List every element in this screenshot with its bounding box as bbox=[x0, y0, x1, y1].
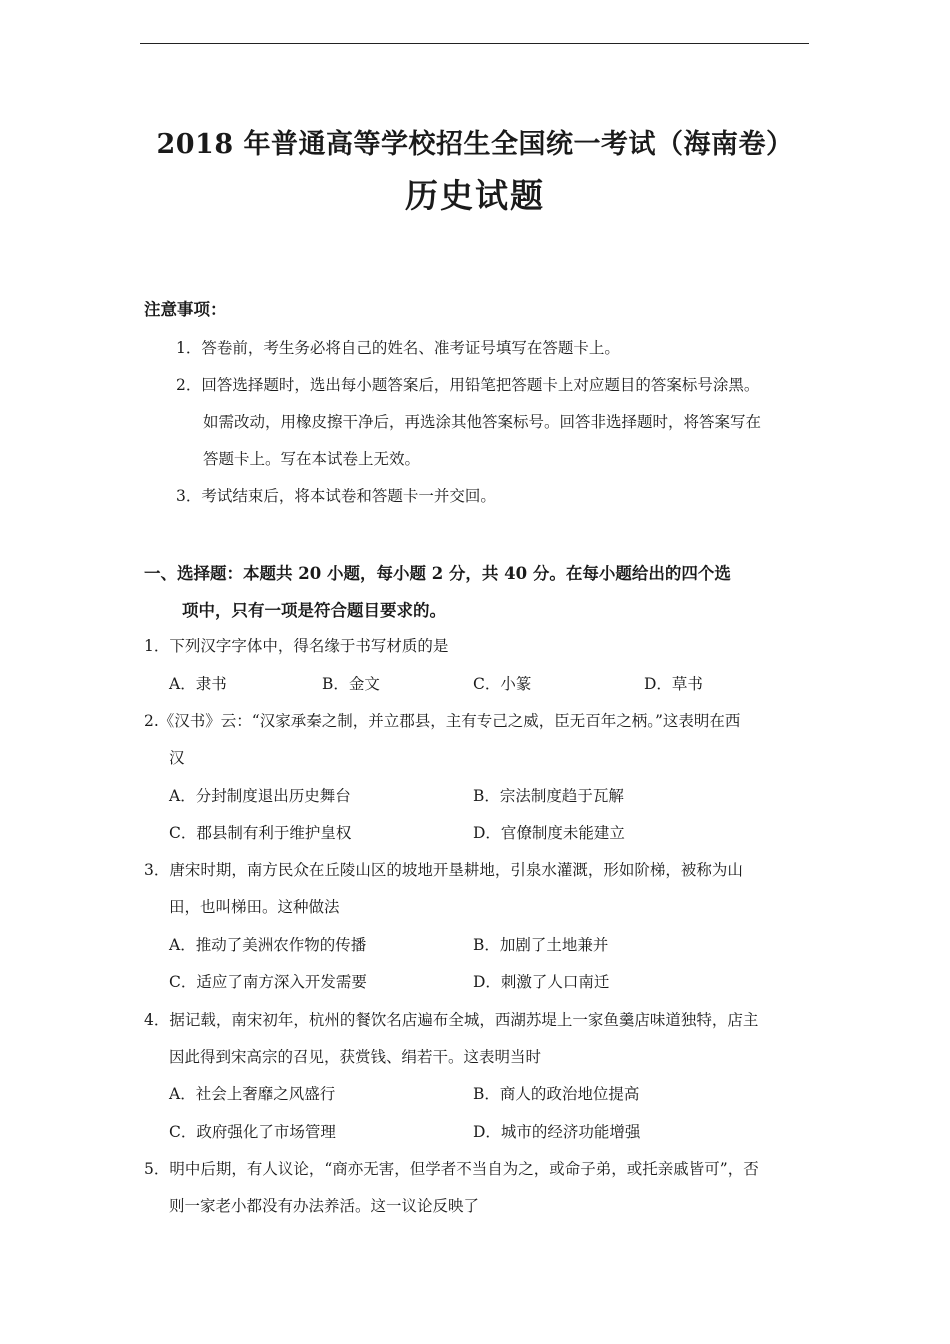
question-4-stem-line-2: 因此得到宋高宗的召见，获赏钱、绢若干。这表明当时 bbox=[169, 1048, 542, 1066]
question-1-stem: 1．下列汉字字体中，得名缘于书写材质的是 bbox=[144, 637, 449, 655]
exam-subtitle: 历史试题 bbox=[405, 176, 545, 215]
question-3-stem-line-2: 田，也叫梯田。这种做法 bbox=[169, 898, 340, 916]
section-heading-line-2: 项中，只有一项是符合题目要求的。 bbox=[182, 601, 446, 620]
exam-title: 2018 年普通高等学校招生全国统一考试（海南卷） bbox=[156, 129, 794, 160]
section-heading-line-1: 一、选择题：本题共 20 小题，每小题 2 分，共 40 分。在每小题给出的四个选 bbox=[144, 564, 731, 583]
question-4-option-b: B．商人的政治地位提高 bbox=[473, 1085, 640, 1103]
question-4-stem-line-1: 4．据记载，南宋初年，杭州的餐饮名店遍布全城，西湖苏堤上一家鱼羹店味道独特，店主 bbox=[144, 1011, 759, 1029]
question-1-option-c: C．小篆 bbox=[473, 675, 532, 693]
question-1-option-a: A．隶书 bbox=[169, 675, 227, 693]
question-2-option-b: B．宗法制度趋于瓦解 bbox=[473, 787, 624, 805]
question-1-option-b: B．金文 bbox=[322, 675, 380, 693]
question-4-option-c: C．政府强化了市场管理 bbox=[169, 1123, 336, 1141]
notice-heading: 注意事项： bbox=[144, 300, 227, 319]
header-rule bbox=[140, 43, 809, 44]
question-1-option-d: D．草书 bbox=[644, 675, 703, 693]
question-3-option-c: C．适应了南方深入开发需要 bbox=[169, 973, 367, 991]
question-5-stem-line-2: 则一家老小都没有办法养活。这一议论反映了 bbox=[169, 1197, 480, 1215]
question-4-option-a: A．社会上奢靡之风盛行 bbox=[169, 1085, 336, 1103]
notice-line-1: 1．答卷前，考生务必将自己的姓名、准考证号填写在答题卡上。 bbox=[176, 339, 620, 357]
question-4-option-d: D．城市的经济功能增强 bbox=[473, 1123, 641, 1141]
question-3-stem-line-1: 3．唐宋时期，南方民众在丘陵山区的坡地开垦耕地，引泉水灌溉，形如阶梯，被称为山 bbox=[144, 861, 743, 879]
question-2-option-c: C．郡县制有利于维护皇权 bbox=[169, 824, 352, 842]
question-3-option-d: D．刺激了人口南迁 bbox=[473, 973, 610, 991]
notice-line-5: 3．考试结束后，将本试卷和答题卡一并交回。 bbox=[176, 487, 496, 505]
question-2-stem-line-2: 汉 bbox=[169, 749, 185, 767]
question-2-option-d: D．官僚制度未能建立 bbox=[473, 824, 625, 842]
notice-line-4: 答题卡上。写在本试卷上无效。 bbox=[203, 450, 421, 468]
question-3-option-a: A．推动了美洲农作物的传播 bbox=[169, 936, 367, 954]
question-5-stem-line-1: 5．明中后期，有人议论，“商亦无害，但学者不当自为之，或命子弟，或托亲戚皆可”，否 bbox=[144, 1160, 759, 1178]
notice-line-3: 如需改动，用橡皮擦干净后，再选涂其他答案标号。回答非选择题时，将答案写在 bbox=[203, 413, 762, 431]
notice-line-2: 2．回答选择题时，选出每小题答案后，用铅笔把答题卡上对应题目的答案标号涂黑。 bbox=[176, 376, 760, 394]
question-2-stem-line-1: 2.《汉书》云：“汉家承秦之制，并立郡县，主有专己之威，臣无百年之柄。”这表明在西 bbox=[144, 712, 741, 730]
question-2-option-a: A．分封制度退出历史舞台 bbox=[169, 787, 351, 805]
question-3-option-b: B．加剧了土地兼并 bbox=[473, 936, 609, 954]
